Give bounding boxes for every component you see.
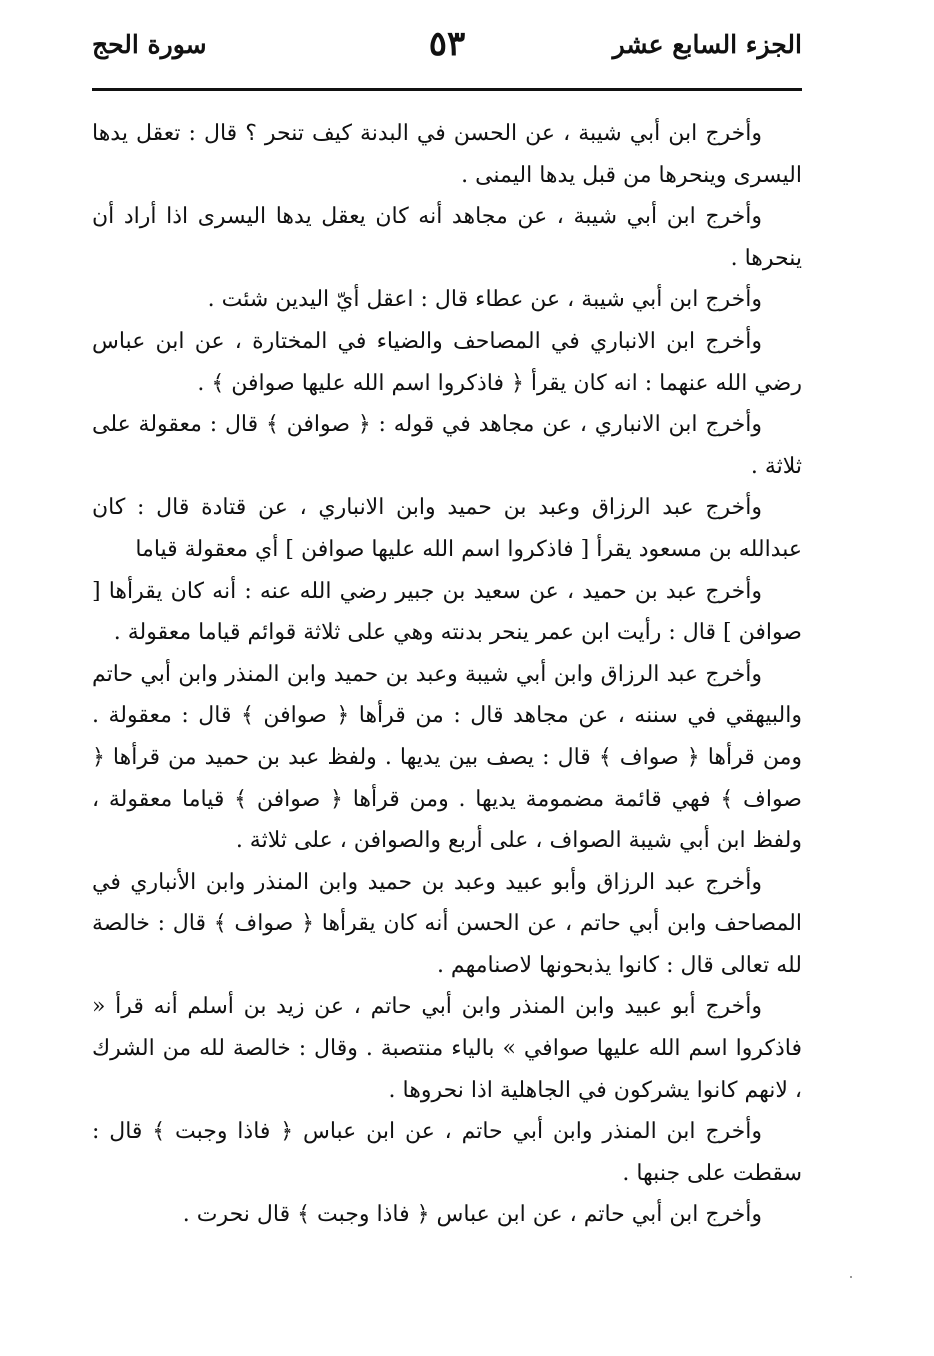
page-body <box>92 113 802 1236</box>
paragraph: وأخرج عبد الرزاق وعبد بن حميد وابن الانباري ، عن قتادة قال : كان عبدالله بن مسعود يقرأ [ فاذكروا اسم الله عليها صوافن ] أي معقولة قياما <box>92 495 802 562</box>
paragraph: وأخرج ابن أبي شيبة ، عن الحسن في البدنة كيف تنحر ؟ قال : تعقل يدها اليسرى وينحرها من قبل يدها اليمنى . <box>92 121 802 188</box>
paragraph: وأخرج ابن المنذر وابن أبي حاتم ، عن ابن عباس ﴿ فاذا وجبت ﴾ قال : سقطت على جنبها . <box>92 1119 802 1186</box>
paragraph: وأخرج ابن الانباري ، عن مجاهد في قوله : ﴿ صوافن ﴾ قال : معقولة على ثلاثة . <box>92 412 802 479</box>
paragraph: وأخرج ابن الانباري في المصاحف والضياء في المختارة ، عن ابن عباس رضي الله عنهما : انه كان يقرأ ﴿ فاذكروا اسم الله عليها صوافن ﴾ . <box>92 328 802 396</box>
paragraph: وأخرج عبد الرزاق وأبو عبيد وعبد بن حميد وابن المنذر وابن الأنباري في المصاحف وابن أبي حاتم ، عن الحسن أنه كان يقرأها ﴿ صواف ﴾ قال : خالصة لله تعالى قال : كانوا يذبحونها لاصنامهم . <box>92 869 802 978</box>
running-head-surah: سورة الحج <box>92 30 207 59</box>
paragraph: وأخرج ابن أبي شيبة ، عن عطاء قال : اعقل أيّ اليدين شئت . <box>207 287 762 313</box>
scan-speck <box>850 1276 852 1278</box>
page-header <box>92 18 802 72</box>
page-number: ٥٣ <box>428 24 466 64</box>
paragraph: وأخرج أبو عبيد وابن المنذر وابن أبي حاتم ، عن زيد بن أسلم أنه قرأ « فاذكروا اسم الله عليها صوافي » بالياء منتصبة . وقال : خالصة لله من الشرك ، لانهم كانوا يشركون في الجاهلية اذا نحروها . <box>92 994 802 1103</box>
paragraph: وأخرج ابن أبي شيبة ، عن مجاهد أنه كان يعقل يدها اليسرى اذا أراد أن ينحرها . <box>92 204 802 271</box>
paragraph: وأخرج عبد بن حميد ، عن سعيد بن جبير رضي الله عنه : أنه كان يقرأها [ صوافن ] قال : رأيت ابن عمر ينحر بدنته وهي على ثلاثة قوائم قياما معقولة . <box>92 578 802 646</box>
header-rule <box>92 88 802 91</box>
running-head-part: الجزء السابع عشر <box>612 30 802 59</box>
paragraph: وأخرج عبد الرزاق وابن أبي شيبة وعبد بن حميد وابن المنذر وابن أبي حاتم والبيهقي في سننه ، عن مجاهد قال : من قرأها ﴿ صوافن ﴾ قال : معقولة . ومن قرأها ﴿ صواف ﴾ قال : يصف بين يديها . ولفظ عبد بن حميد من قرأها ﴿ صواف ﴾ فهي قائمة مضمومة يديها . ومن قرأها ﴿ صوافن ﴾ قياما معقولة ، ولفظ ابن أبي شيبة الصواف ، على أربع والصوافن ، على ثلاثة . <box>92 661 802 854</box>
paragraph: وأخرج ابن أبي حاتم ، عن ابن عباس ﴿ فاذا وجبت ﴾ قال نحرت . <box>182 1202 762 1228</box>
